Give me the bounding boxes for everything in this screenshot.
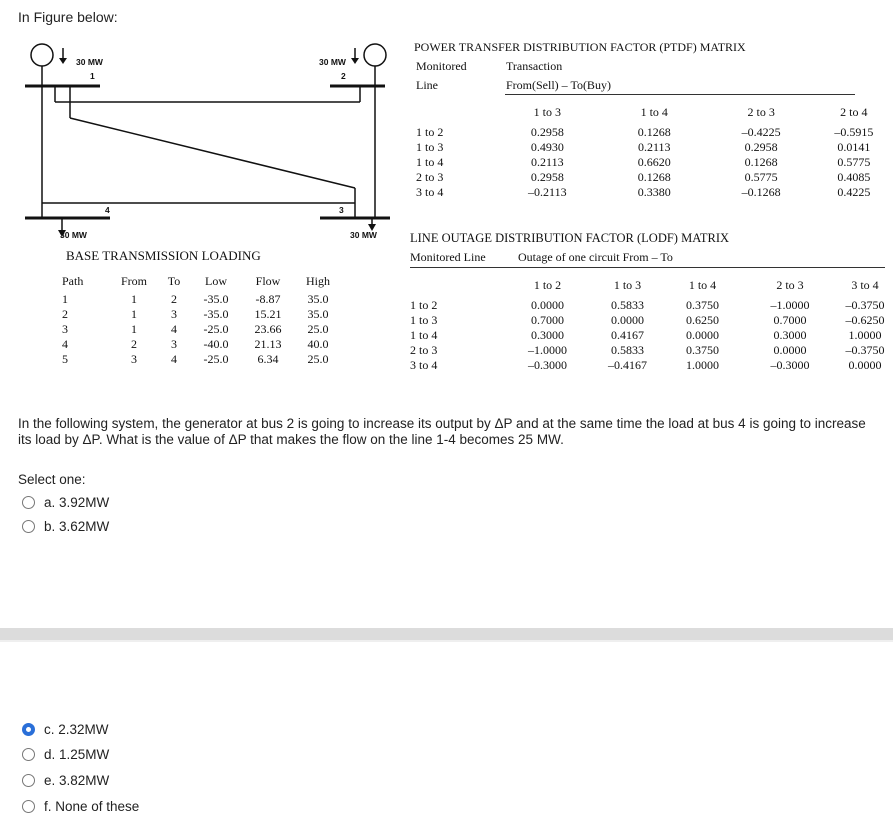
base-cell: 35.0 (307, 307, 329, 321)
base-cell: -25.0 (203, 322, 229, 336)
base-cell: 2 (62, 307, 68, 321)
lodf-header-blank (410, 272, 505, 298)
base-cell: 1 (131, 322, 137, 336)
option-b[interactable] (22, 519, 109, 534)
ptdf-value-cell: 0.6620 (637, 155, 671, 169)
lodf-header-rule (410, 267, 885, 268)
ptdf-value-cell: 0.1268 (637, 125, 671, 139)
base-cell: -25.0 (203, 352, 229, 366)
base-cell: -35.0 (203, 307, 229, 321)
select-one-label: Select one: (18, 472, 86, 487)
lodf-table (410, 272, 890, 373)
lodf-line-cell: 1 to 4 (410, 328, 438, 342)
lodf-header-cell: 1 to 3 (613, 277, 642, 292)
lodf-value-cell: –1.0000 (528, 343, 567, 357)
lodf-value-cell: –0.3000 (770, 358, 810, 372)
lodf-value-cell: 0.5833 (611, 343, 644, 357)
lodf-value-cell: 0.0000 (611, 313, 644, 327)
lodf-value-cell: 0.0000 (848, 358, 882, 372)
base-loading-table (62, 270, 342, 367)
lodf-value-cell: 0.7000 (531, 313, 564, 327)
base-cell: 40.0 (307, 337, 329, 351)
base-header-cell: Path (62, 273, 84, 288)
ptdf-header-cell: 2 to 3 (747, 104, 775, 119)
radio-f[interactable] (22, 800, 35, 813)
radio-d[interactable] (22, 748, 35, 761)
ptdf-header-cell: 1 to 4 (640, 104, 668, 119)
lodf-value-cell: –0.3000 (528, 358, 567, 372)
table-row (416, 155, 893, 170)
ptdf-value-cell: 0.2958 (530, 170, 564, 184)
base-cell: 3 (131, 352, 137, 366)
ptdf-value-cell: 0.4930 (530, 140, 564, 154)
ptdf-value-cell: 0.1268 (637, 170, 671, 184)
ptdf-header-row (416, 99, 893, 125)
lodf-value-cell: 0.5833 (611, 298, 644, 312)
lodf-value-cell: 0.3750 (686, 343, 719, 357)
table-row (62, 307, 342, 322)
lodf-outage: Outage of one circuit From – To (518, 250, 673, 264)
ptdf-value-cell: –0.5915 (834, 125, 874, 139)
lodf-value-cell: 0.0000 (531, 298, 564, 312)
ptdf-value-cell: 0.0141 (837, 140, 871, 154)
ptdf-value-cell: 0.2113 (531, 155, 564, 169)
base-cell: 4 (171, 322, 177, 336)
ptdf-line-cell: 3 to 4 (416, 185, 444, 199)
lodf-value-cell: 0.0000 (686, 328, 719, 342)
lodf-value-cell: 0.7000 (773, 313, 807, 327)
lodf-value-cell: 0.4167 (611, 328, 644, 342)
radio-e[interactable] (22, 774, 35, 787)
option-e-label: e. 3.82MW (44, 773, 110, 788)
ptdf-value-cell: –0.4225 (741, 125, 781, 139)
lodf-header-cell: 3 to 4 (851, 277, 879, 292)
lodf-value-cell: 1.0000 (848, 328, 882, 342)
table-row (62, 352, 342, 367)
base-cell: -40.0 (203, 337, 229, 351)
table-row (410, 298, 890, 313)
bus3-label: 3 (339, 205, 344, 215)
table-row (62, 292, 342, 307)
base-cell: 1 (131, 292, 137, 306)
base-cell: 25.0 (307, 322, 329, 336)
lodf-line-cell: 1 to 3 (410, 313, 438, 327)
base-cell: -35.0 (203, 292, 229, 306)
line-1-3 (70, 118, 355, 188)
lodf-value-cell: –0.3750 (845, 343, 885, 357)
ptdf-title: POWER TRANSFER DISTRIBUTION FACTOR (PTDF) MATRIX (414, 40, 746, 54)
base-cell: 1 (131, 307, 137, 321)
ptdf-value-cell: 0.5775 (837, 155, 871, 169)
option-c-label: c. 2.32MW (44, 722, 109, 737)
lodf-value-cell: –1.0000 (770, 298, 810, 312)
ptdf-value-cell: 0.4085 (837, 170, 871, 184)
ptdf-value-cell: –0.2113 (528, 185, 567, 199)
base-cell: 2 (131, 337, 137, 351)
generator-1-icon (31, 44, 53, 66)
option-a[interactable] (22, 495, 109, 510)
base-cell: 3 (171, 307, 177, 321)
option-d-label: d. 1.25MW (44, 747, 110, 762)
lodf-value-cell: 1.0000 (686, 358, 719, 372)
base-cell: 1 (62, 292, 68, 306)
base-cell: -8.87 (255, 292, 281, 306)
base-cell: 25.0 (307, 352, 329, 366)
option-e[interactable] (22, 773, 109, 788)
base-cell: 3 (171, 337, 177, 351)
ptdf-value-cell: 0.2958 (744, 140, 778, 154)
table-row (416, 125, 893, 140)
lodf-value-cell: 0.0000 (773, 343, 807, 357)
bus2-label: 2 (341, 71, 346, 81)
ptdf-value-cell: 0.3380 (637, 185, 671, 199)
ptdf-header-rule (505, 94, 855, 95)
ptdf-header-cell: 1 to 3 (533, 104, 561, 119)
ptdf-value-cell: 0.2958 (530, 125, 564, 139)
lodf-value-cell: –0.4167 (608, 358, 647, 372)
radio-c[interactable] (22, 723, 35, 736)
table-row (416, 140, 893, 155)
ptdf-line-label: Line (416, 78, 438, 92)
table-row (410, 328, 890, 343)
radio-a[interactable] (22, 496, 35, 509)
ptdf-line-cell: 2 to 3 (416, 170, 444, 184)
ptdf-value-cell: 0.5775 (744, 170, 778, 184)
ptdf-monitored: Monitored (416, 59, 467, 73)
ptdf-table (416, 99, 893, 200)
generator-2-icon (364, 44, 386, 66)
lodf-value-cell: 0.3000 (773, 328, 807, 342)
table-row (62, 337, 342, 352)
ptdf-line-cell: 1 to 2 (416, 125, 444, 139)
option-f[interactable] (22, 799, 139, 814)
lodf-header-cell: 2 to 3 (776, 277, 804, 292)
base-loading-title: BASE TRANSMISSION LOADING (66, 248, 261, 263)
lodf-title: LINE OUTAGE DISTRIBUTION FACTOR (LODF) MATRIX (410, 231, 730, 245)
ptdf-header-cell: 2 to 4 (840, 104, 868, 119)
ptdf-line-cell: 1 to 3 (416, 140, 444, 154)
option-a-label: a. 3.92MW (44, 495, 110, 510)
base-header-cell: Low (205, 273, 227, 288)
table-row (416, 185, 893, 200)
ptdf-transaction: Transaction (506, 59, 563, 73)
base-header-cell: Flow (255, 273, 281, 288)
base-cell: 4 (171, 352, 177, 366)
question-intro: In Figure below: (18, 9, 118, 25)
lodf-value-cell: 0.3750 (686, 298, 719, 312)
table-row (410, 313, 890, 328)
base-cell: 15.21 (254, 307, 282, 321)
lodf-header-cell: 1 to 4 (688, 277, 717, 292)
option-d[interactable] (22, 747, 109, 762)
gen1-label: 30 MW (76, 57, 103, 67)
base-header-cell: From (120, 273, 147, 288)
base-cell: 21.13 (254, 337, 282, 351)
ptdf-value-cell: –0.1268 (741, 185, 781, 199)
base-header-cell: High (306, 273, 330, 288)
ptdf-from-to: From(Sell) – To(Buy) (506, 78, 611, 92)
bus1-label: 1 (90, 71, 95, 81)
table-row (416, 170, 893, 185)
radio-b[interactable] (22, 520, 35, 533)
table-row (410, 358, 890, 373)
ptdf-value-cell: 0.2113 (637, 140, 671, 154)
figure-image (0, 38, 893, 400)
table-row (410, 343, 890, 358)
base-cell: 6.34 (257, 352, 279, 366)
table-row (62, 322, 342, 337)
base-cell: 2 (171, 292, 177, 306)
load4-label: 30 MW (60, 230, 87, 240)
ptdf-value-cell: 0.1268 (744, 155, 778, 169)
load3-label: 30 MW (350, 230, 377, 240)
lodf-header-cell: 1 to 2 (533, 277, 562, 292)
base-cell: 3 (62, 322, 68, 336)
ptdf-value-cell: 0.4225 (837, 185, 871, 199)
bus4-label: 4 (105, 205, 110, 215)
ptdf-line-cell: 1 to 4 (416, 155, 444, 169)
option-b-label: b. 3.62MW (44, 519, 110, 534)
lodf-value-cell: –0.6250 (845, 313, 885, 327)
question-text: In the following system, the generator at bus 2 is going to increase its output by ΔP and at the same time the load at bus 4 is going to increase its load by ΔP. What is the value of ΔP that makes the flow on the line 1-4 becomes 25 MW. (18, 416, 866, 447)
lodf-value-cell: 0.6250 (686, 313, 719, 327)
page-divider-shadow (0, 640, 893, 642)
base-cell: 4 (62, 337, 68, 351)
lodf-header-row (410, 272, 890, 298)
lodf-monitored-line: Monitored Line (410, 250, 486, 264)
lodf-value-cell: –0.3750 (845, 298, 885, 312)
base-header-row (62, 270, 342, 292)
base-cell: 23.66 (254, 322, 282, 336)
base-header-cell: To (167, 273, 181, 288)
lodf-line-cell: 3 to 4 (410, 358, 438, 372)
lodf-line-cell: 2 to 3 (410, 343, 438, 357)
base-cell: 5 (62, 352, 68, 366)
lodf-value-cell: 0.3000 (531, 328, 564, 342)
base-cell: 35.0 (307, 292, 329, 306)
option-c[interactable] (22, 722, 109, 737)
ptdf-header-blank (416, 99, 494, 125)
gen2-label: 30 MW (319, 57, 346, 67)
option-f-label: f. None of these (44, 799, 140, 814)
page-divider (0, 628, 893, 640)
lodf-line-cell: 1 to 2 (410, 298, 438, 312)
